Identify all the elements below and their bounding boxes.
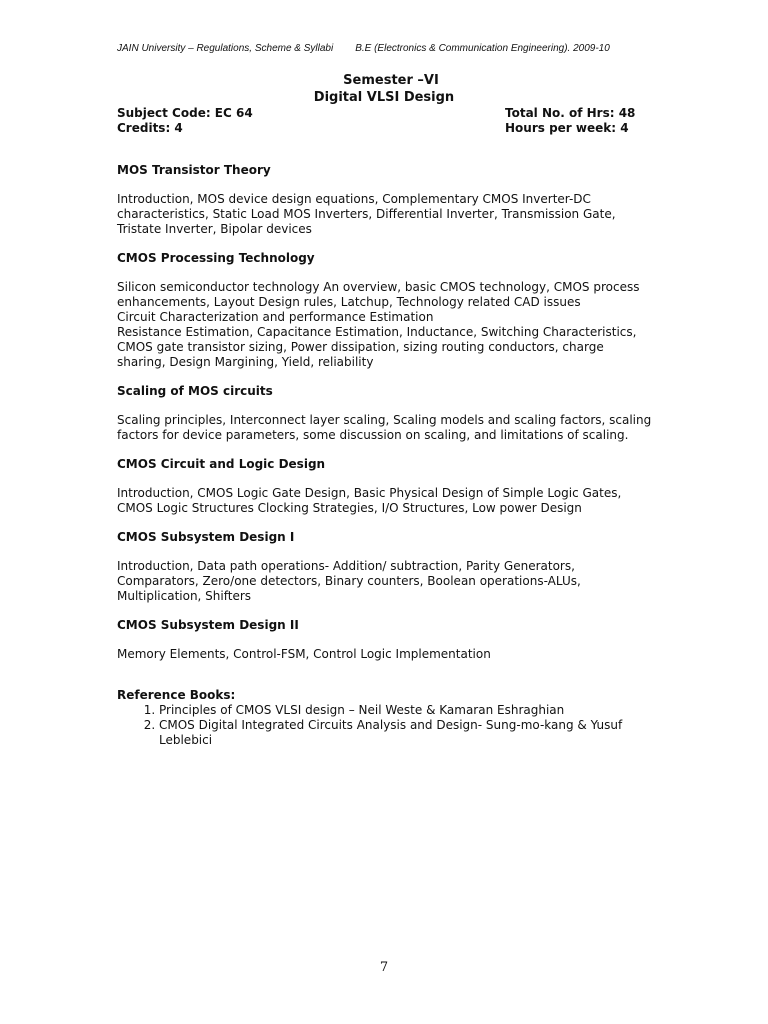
meta-row-1	[117, 106, 637, 121]
section-cmos-processing-technology	[117, 251, 647, 370]
running-header	[117, 43, 677, 54]
reference-item: 1. Principles of CMOS VLSI design – Neil Weste & Kamaran Eshraghian	[159, 703, 647, 718]
section-line: Scaling principles, Interconnect layer scaling, Scaling models and scaling factors, scaling	[117, 413, 652, 427]
section-line: Circuit Characterization and performance Estimation	[117, 310, 434, 324]
credits: Credits: 4	[117, 121, 183, 135]
section-line: Introduction, Data path operations- Addition/ subtraction, Parity Generators,	[117, 559, 575, 573]
section-body	[117, 413, 652, 443]
subject-code: Subject Code: EC 64	[117, 106, 253, 120]
page-number: 7	[379, 960, 389, 975]
section-scaling-of-mos-circuits	[117, 384, 652, 443]
section-heading: CMOS Circuit and Logic Design	[117, 457, 326, 471]
section-line: CMOS gate transistor sizing, Power dissipation, sizing routing conductors, charge	[117, 340, 604, 354]
semester-title: Semester –VI	[343, 73, 439, 88]
section-line: characteristics, Static Load MOS Inverters, Differential Inverter, Transmission Gate,	[117, 207, 616, 221]
section-heading: CMOS Subsystem Design II	[117, 618, 299, 632]
section-body	[117, 486, 647, 516]
section-line: CMOS Logic Structures Clocking Strategies, I/O Structures, Low power Design	[117, 501, 582, 515]
section-body	[117, 647, 647, 662]
section-body	[117, 559, 647, 604]
section-line: Multiplication, Shifters	[117, 589, 252, 603]
section-heading: MOS Transistor Theory	[117, 163, 271, 177]
section-cmos-circuit-logic-design	[117, 457, 647, 516]
total-hours: Total No. of Hrs: 48	[505, 106, 636, 120]
reference-books-heading: Reference Books:	[117, 688, 236, 702]
header-right: B.E (Electronics & Communication Engineering). 2009-10	[355, 43, 610, 54]
section-body	[117, 192, 647, 237]
reference-item: 2. CMOS Digital Integrated Circuits Analysis and Design- Sung-mo-kang & Yusuf Leblebici	[159, 718, 647, 748]
subject-meta	[117, 106, 637, 136]
section-heading: Scaling of MOS circuits	[117, 384, 273, 398]
hours-per-week: Hours per week: 4	[505, 121, 629, 135]
section-line: Introduction, CMOS Logic Gate Design, Basic Physical Design of Simple Logic Gates,	[117, 486, 622, 500]
section-cmos-subsystem-design-2	[117, 618, 647, 662]
subject-title: Digital VLSI Design	[313, 90, 455, 105]
syllabus-content	[117, 163, 652, 748]
reference-books	[117, 688, 647, 748]
section-line: Introduction, MOS device design equations, Complementary CMOS Inverter-DC	[117, 192, 591, 206]
section-line: Resistance Estimation, Capacitance Estimation, Inductance, Switching Characteristics,	[117, 325, 637, 339]
section-line: Comparators, Zero/one detectors, Binary counters, Boolean operations-ALUs,	[117, 574, 581, 588]
section-heading: CMOS Processing Technology	[117, 251, 315, 265]
reference-list	[117, 703, 647, 748]
section-cmos-subsystem-design-1	[117, 530, 647, 604]
section-line: Silicon semiconductor technology An overview, basic CMOS technology, CMOS process	[117, 280, 640, 294]
section-line: Tristate Inverter, Bipolar devices	[117, 222, 312, 236]
meta-row-2	[117, 121, 637, 136]
section-line: factors for device parameters, some discussion on scaling, and limitations of scaling.	[117, 428, 629, 442]
section-line: enhancements, Layout Design rules, Latchup, Technology related CAD issues	[117, 295, 581, 309]
title-block	[0, 72, 768, 106]
header-left: JAIN University – Regulations, Scheme & Syllabi	[117, 43, 334, 54]
section-heading: CMOS Subsystem Design I	[117, 530, 295, 544]
section-body	[117, 280, 647, 370]
section-mos-transistor-theory	[117, 163, 647, 237]
section-line: Memory Elements, Control-FSM, Control Logic Implementation	[117, 647, 491, 661]
section-line: sharing, Design Margining, Yield, reliability	[117, 355, 374, 369]
